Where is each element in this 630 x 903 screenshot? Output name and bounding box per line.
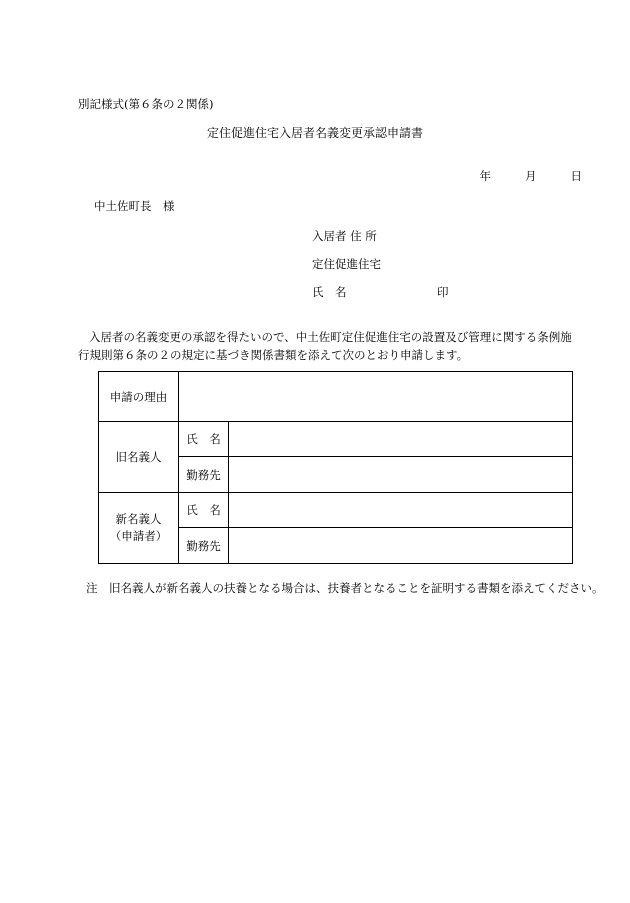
- new-name-field[interactable]: [229, 493, 573, 528]
- date-day: 日: [570, 169, 582, 183]
- date-year: 年: [479, 169, 491, 183]
- new-holder-title: 新名義人: [115, 512, 162, 526]
- old-name-label: 氏 名: [179, 422, 229, 457]
- applicant-name-label: 氏 名: [312, 285, 347, 299]
- table-row: [99, 493, 573, 528]
- page-title: 定住促進住宅入居者名義変更承認申請書: [206, 126, 423, 140]
- old-holder-label: 旧名義人: [99, 422, 179, 493]
- seal-label: 印: [437, 285, 449, 299]
- new-name-label: 氏 名: [179, 493, 229, 528]
- reason-label: 申請の理由: [99, 372, 179, 422]
- old-workplace-label: 勤務先: [179, 457, 229, 493]
- reason-field[interactable]: [179, 372, 573, 422]
- table-row: [99, 422, 573, 457]
- new-holder-label: [99, 493, 179, 564]
- body-text: 入居者の名義変更の承認を得たいので、中土佐町定住促進住宅の設置及び管理に関する条例施行規則第６条の２の規定に基づき関係書類を添えて次のとおり申請します。: [78, 330, 572, 362]
- applicant-address-label: 入居者 住 所: [312, 229, 377, 243]
- application-table: [98, 371, 573, 564]
- addressee: 中土佐町長 様: [94, 199, 175, 213]
- table-row: [99, 372, 573, 422]
- form-reference: 別記様式(第６条の２関係): [78, 97, 214, 111]
- date-month: 月: [525, 169, 537, 183]
- new-workplace-label: 勤務先: [179, 528, 229, 564]
- old-workplace-field[interactable]: [229, 457, 573, 493]
- applicant-housing-label: 定住促進住宅: [312, 257, 381, 271]
- new-holder-subtitle: （申請者）: [109, 529, 168, 543]
- footnote: 注 旧名義人が新名義人の扶養となる場合は、扶養者となることを証明する書類を添えてください。: [86, 581, 604, 595]
- old-name-field[interactable]: [229, 422, 573, 457]
- date-line: [480, 168, 583, 184]
- new-workplace-field[interactable]: [229, 528, 573, 564]
